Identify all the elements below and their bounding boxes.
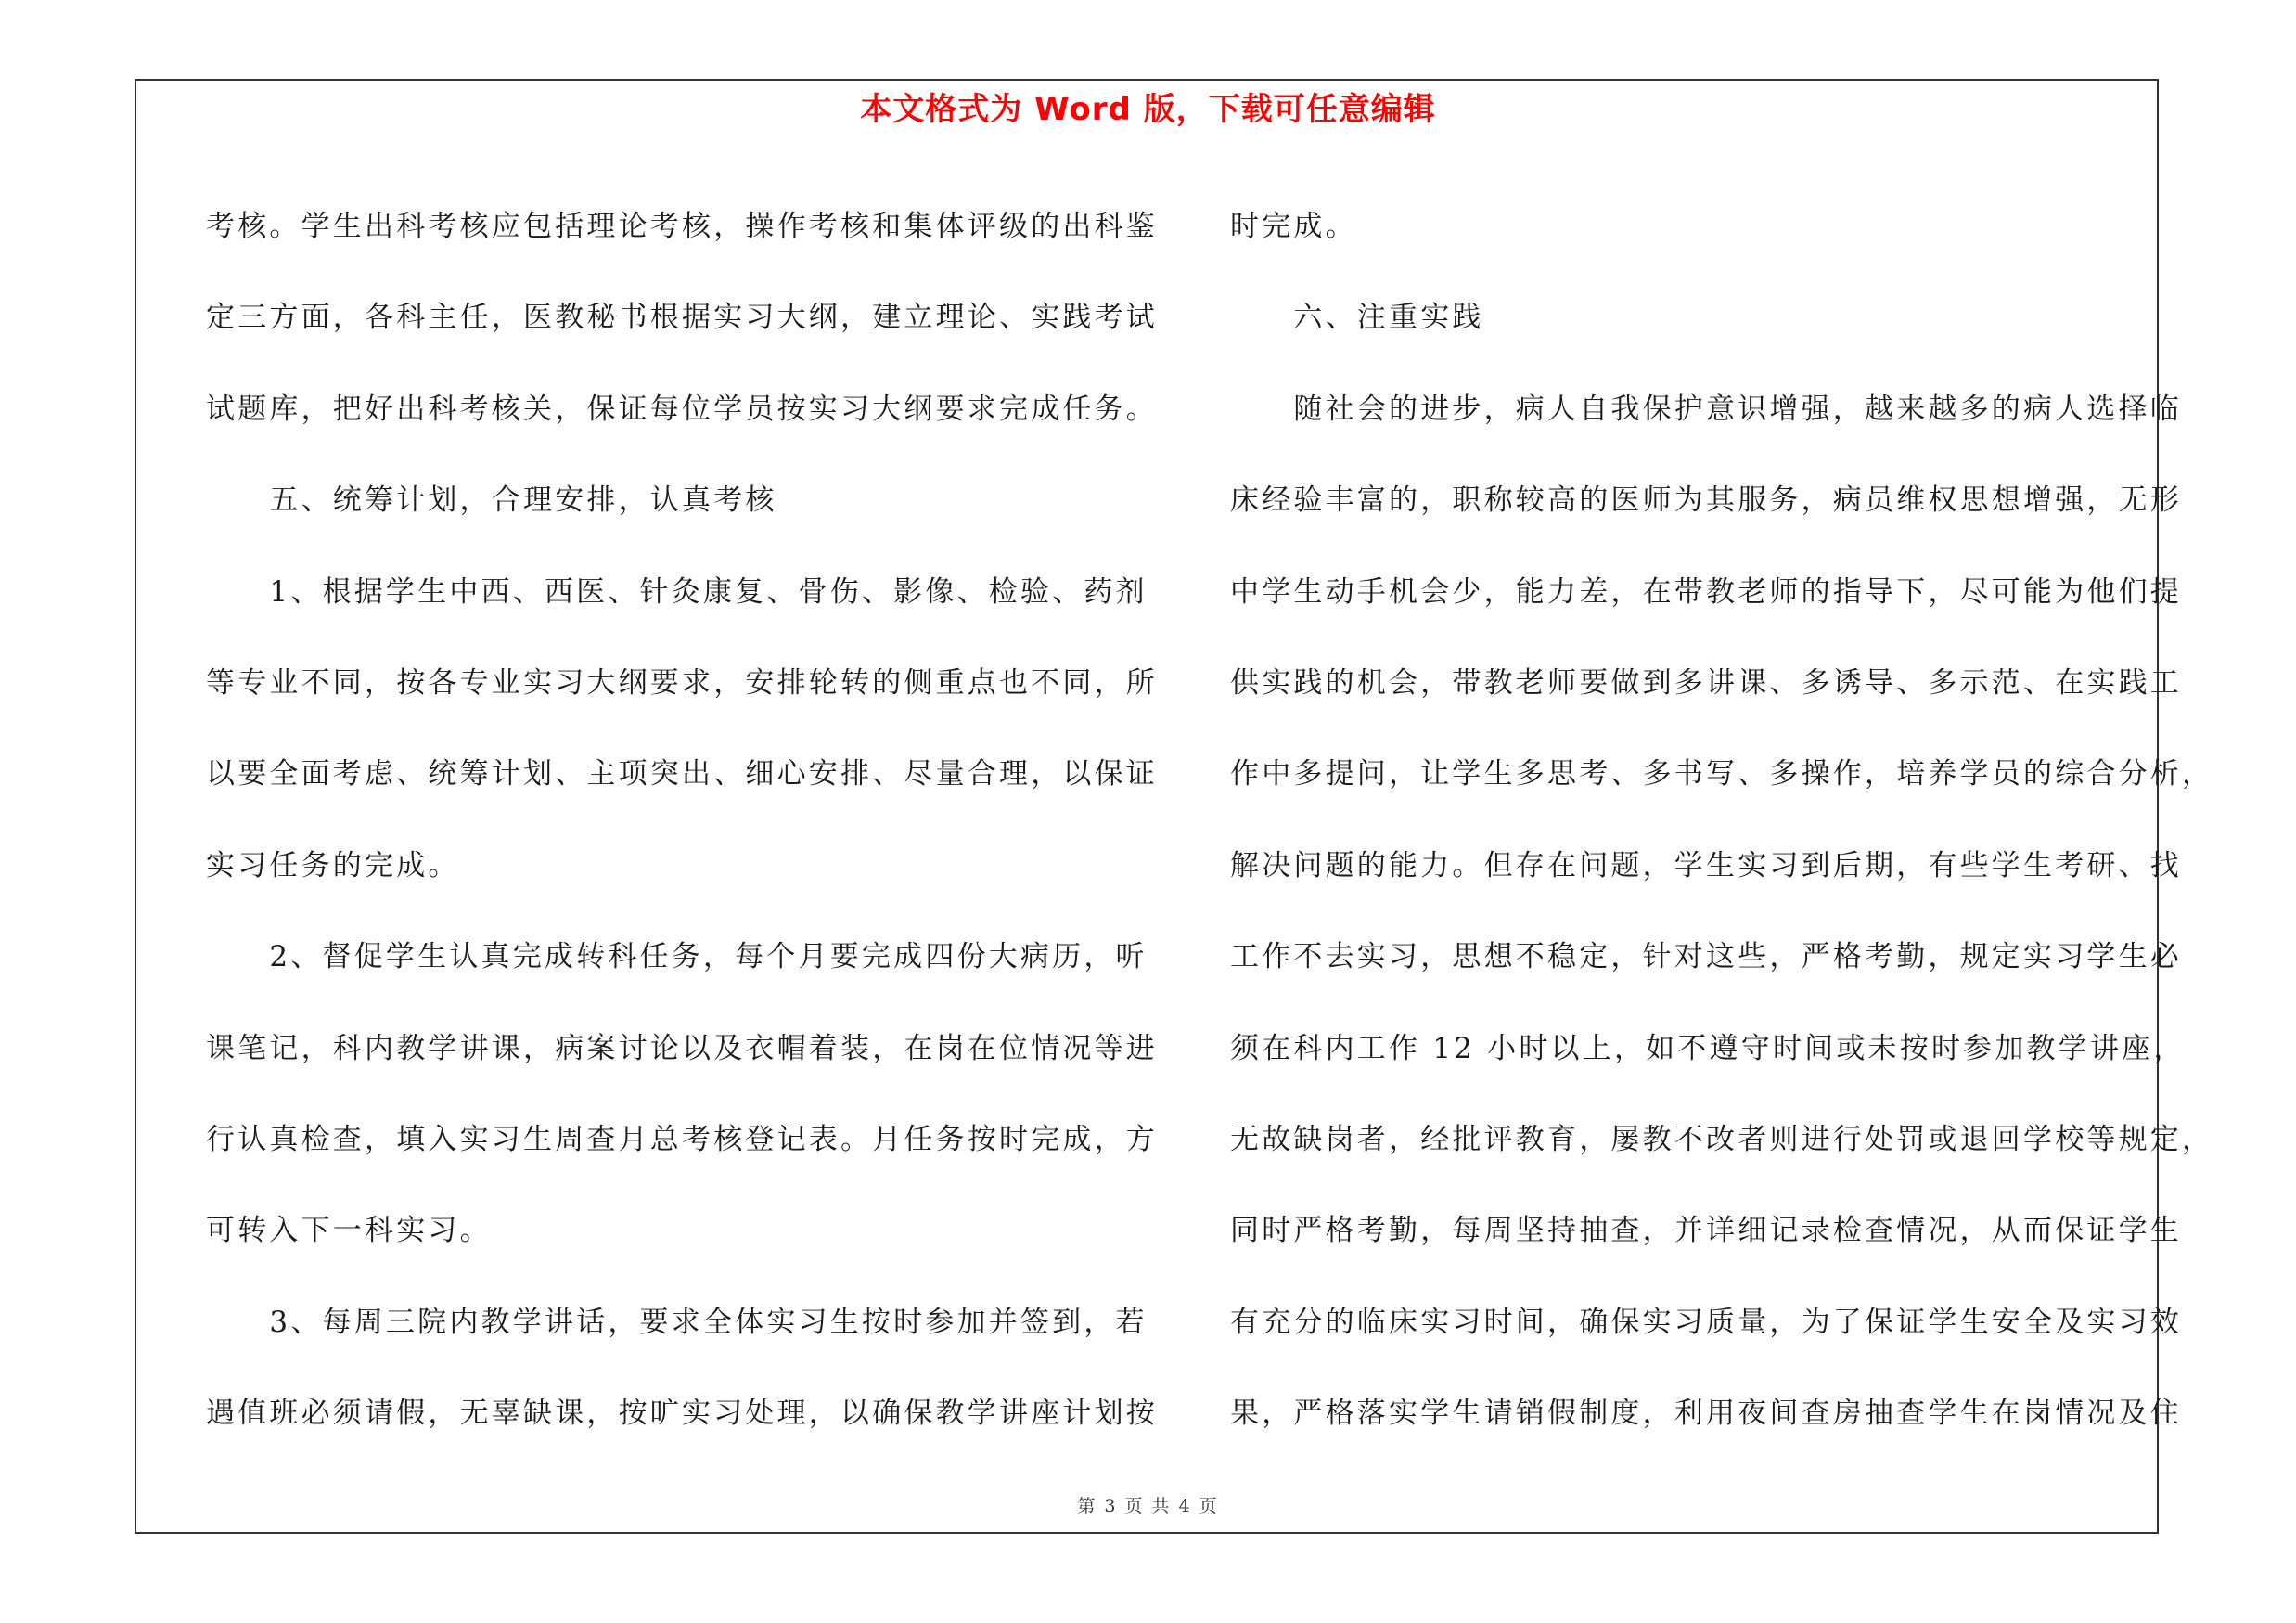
text-line: 无故缺岗者，经批评教育，屡教不改者则进行处罚或退回学校等规定，	[1230, 1122, 2214, 1156]
text-line: 时完成。	[1230, 210, 1357, 243]
text-line: 3、每周三院内教学讲话，要求全体实习生按时参加并签到，若	[206, 1305, 1148, 1339]
text-line: 课笔记，科内教学讲课，病案讨论以及衣帽着装，在岗在位情况等进	[206, 1031, 1158, 1065]
text-line: 床经验丰富的，职称较高的医师为其服务，病员维权思想增强，无形	[1230, 483, 2182, 518]
text-line: 解决问题的能力。但存在问题，学生实习到后期，有些学生考研、找	[1230, 848, 2182, 882]
text-line: 1、根据学生中西、西医、针灸康复、骨伤、影像、检验、药剂	[206, 574, 1148, 609]
text-line: 等专业不同，按各专业实习大纲要求，安排轮转的侧重点也不同，所	[206, 665, 1158, 700]
text-line: 2、督促学生认真完成转科任务，每个月要完成四份大病历，听	[206, 940, 1148, 974]
text-line: 遇值班必须请假，无辜缺课，按旷实习处理，以确保教学讲座计划按	[206, 1397, 1158, 1431]
text-line: 同时严格考勤，每周坚持抽查，并详细记录检查情况，从而保证学生	[1230, 1214, 2182, 1248]
format-notice-banner: 本文格式为 Word 版，下载可任意编辑	[860, 91, 1436, 128]
text-line: 工作不去实习，思想不稳定，针对这些，严格考勤，规定实习学生必	[1230, 940, 2182, 974]
text-line: 作中多提问，让学生多思考、多书写、多操作，培养学员的综合分析，	[1230, 757, 2214, 792]
text-line: 须在科内工作 12 小时以上，如不遵守时间或未按时参加教学讲座，	[1230, 1031, 2186, 1065]
right-text-column	[1230, 181, 2214, 1459]
text-line: 实习任务的完成。	[206, 848, 460, 882]
text-line: 随社会的进步，病人自我保护意识增强，越来越多的病人选择临	[1230, 392, 2182, 426]
text-line: 可转入下一科实习。	[206, 1214, 492, 1248]
text-line: 中学生动手机会少，能力差，在带教老师的指导下，尽可能为他们提	[1230, 574, 2182, 609]
text-line: 考核。学生出科考核应包括理论考核，操作考核和集体评级的出科鉴	[206, 210, 1158, 243]
page-number-footer: 第 3 页 共 4 页	[1077, 1496, 1219, 1516]
text-line: 以要全面考虑、统筹计划、主项突出、细心安排、尽量合理，以保证	[206, 757, 1158, 792]
left-text-column	[206, 181, 1171, 1459]
text-line: 有充分的临床实习时间，确保实习质量，为了保证学生安全及实习效	[1230, 1305, 2182, 1339]
section-heading: 六、注重实践	[1230, 301, 1484, 335]
text-line: 定三方面，各科主任，医教秘书根据实习大纲，建立理论、实践考试	[206, 301, 1158, 335]
text-line: 试题库，把好出科考核关，保证每位学员按实习大纲要求完成任务。	[206, 392, 1158, 426]
section-heading: 五、统筹计划，合理安排，认真考核	[206, 483, 777, 518]
text-line: 行认真检查，填入实习生周查月总考核登记表。月任务按时完成，方	[206, 1122, 1158, 1156]
text-line: 供实践的机会，带教老师要做到多讲课、多诱导、多示范、在实践工	[1230, 665, 2182, 700]
text-line: 果，严格落实学生请销假制度，利用夜间查房抽查学生在岗情况及住	[1230, 1397, 2182, 1431]
